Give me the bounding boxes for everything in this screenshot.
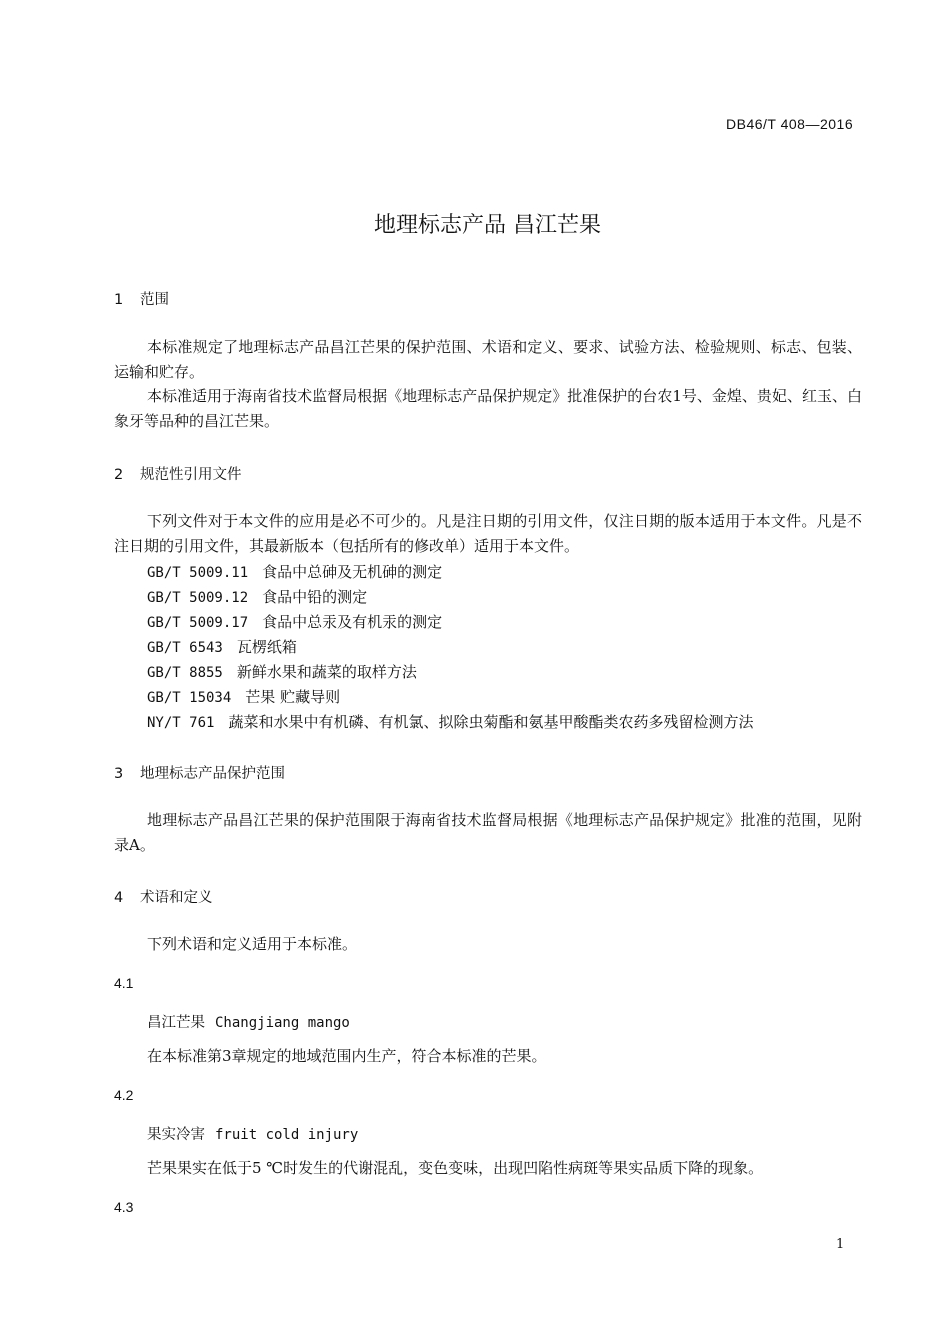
term-number: 4.3 xyxy=(114,1199,134,1215)
reference-item xyxy=(147,661,417,682)
reference-name: 瓦楞纸箱 xyxy=(236,638,297,656)
section-4-heading xyxy=(114,886,213,907)
section-1-paragraph-2: 本标准适用于海南省技术监督局根据《地理标志产品保护规定》批准保护的台农1号、金煌、贵妃、红玉、白象牙等品种的昌江芒果。 xyxy=(114,387,862,430)
section-title: 术语和定义 xyxy=(140,890,213,906)
section-number: 2 xyxy=(114,467,124,483)
term-definition: 芒果果实在低于5 ℃时发生的代谢混乱，变色变味，出现凹陷性病斑等果实品质下降的现象。 xyxy=(147,1159,764,1177)
reference-item xyxy=(147,611,442,632)
section-2-heading xyxy=(114,463,242,484)
reference-item xyxy=(147,711,753,732)
reference-code: GB/T 5009.12 xyxy=(147,590,249,606)
section-title: 规范性引用文件 xyxy=(140,467,242,483)
reference-code: GB/T 5009.17 xyxy=(147,615,249,631)
reference-name: 芒果 贮藏导则 xyxy=(245,688,341,706)
reference-name: 食品中总汞及有机汞的测定 xyxy=(262,613,443,631)
reference-code: GB/T 6543 xyxy=(147,640,223,656)
term-chinese: 昌江芒果 xyxy=(147,1015,205,1031)
standard-code: DB46/T 408—2016 xyxy=(726,116,854,132)
reference-name: 食品中铅的测定 xyxy=(262,588,368,606)
page-number: 1 xyxy=(836,1237,845,1252)
reference-item xyxy=(147,686,340,707)
section-1-heading xyxy=(114,288,169,309)
section-1-paragraph-1: 本标准规定了地理标志产品昌江芒果的保护范围、术语和定义、要求、试验方法、检验规则、标志、包装、运输和贮存。 xyxy=(114,338,862,381)
term-english: Changjiang mango xyxy=(215,1015,350,1031)
term-number: 4.1 xyxy=(114,975,134,991)
section-3-heading xyxy=(114,762,285,783)
reference-code: GB/T 5009.11 xyxy=(147,565,249,581)
section-number: 1 xyxy=(114,292,124,308)
section-number: 4 xyxy=(114,890,124,906)
term-chinese: 果实冷害 xyxy=(147,1127,205,1143)
term-heading xyxy=(147,1123,358,1144)
term-number: 4.2 xyxy=(114,1087,134,1103)
section-2-intro: 下列文件对于本文件的应用是必不可少的。凡是注日期的引用文件，仅注日期的版本适用于本文件。凡是不注日期的引用文件，其最新版本（包括所有的修改单）适用于本文件。 xyxy=(114,512,862,555)
term-definition: 在本标准第3章规定的地域范围内生产，符合本标准的芒果。 xyxy=(147,1047,547,1065)
reference-code: GB/T 8855 xyxy=(147,665,223,681)
section-number: 3 xyxy=(114,766,124,782)
reference-name: 新鲜水果和蔬菜的取样方法 xyxy=(236,663,417,681)
reference-name: 食品中总砷及无机砷的测定 xyxy=(262,563,443,581)
term-english: fruit cold injury xyxy=(215,1127,359,1143)
reference-item xyxy=(147,586,367,607)
reference-item xyxy=(147,561,442,582)
term-heading xyxy=(147,1011,350,1032)
document-title: 地理标志产品 昌江芒果 xyxy=(374,213,601,238)
reference-name: 蔬菜和水果中有机磷、有机氯、拟除虫菊酯和氨基甲酸酯类农药多残留检测方法 xyxy=(228,713,754,731)
reference-code: NY/T 761 xyxy=(147,715,215,731)
reference-code: GB/T 15034 xyxy=(147,690,232,706)
reference-item xyxy=(147,636,297,657)
section-title: 范围 xyxy=(140,292,169,308)
section-title: 地理标志产品保护范围 xyxy=(140,766,285,782)
section-4-intro: 下列术语和定义适用于本标准。 xyxy=(147,935,358,953)
section-3-paragraph: 地理标志产品昌江芒果的保护范围限于海南省技术监督局根据《地理标志产品保护规定》批准的范围，见附录A。 xyxy=(114,811,862,854)
